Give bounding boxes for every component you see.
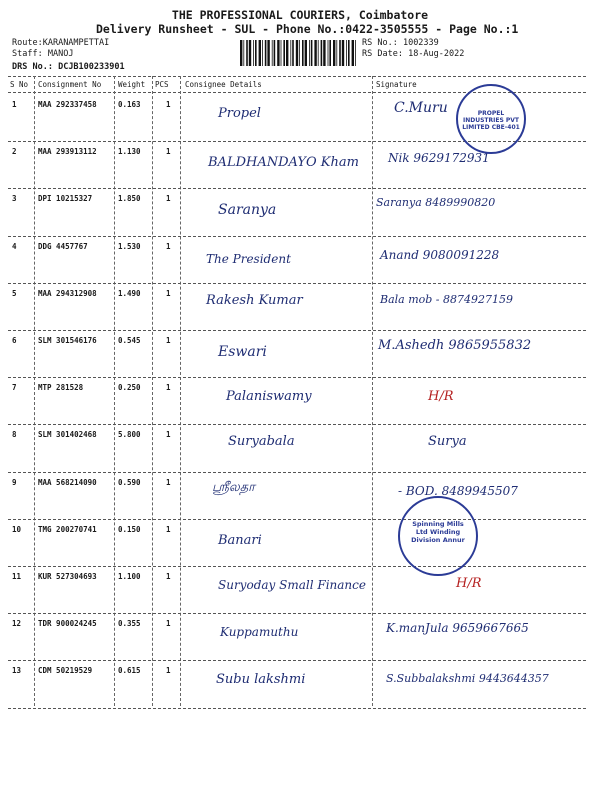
row-signature: Surya bbox=[428, 434, 467, 450]
table-row bbox=[8, 377, 586, 424]
table-row bbox=[8, 330, 586, 377]
row-sno: 9 bbox=[12, 477, 17, 487]
row-sno: 12 bbox=[12, 619, 22, 629]
row-consignee-handwritten: Rakesh Kumar bbox=[206, 292, 303, 308]
row-weight: 0.250 bbox=[118, 383, 141, 393]
barcode-bar bbox=[272, 40, 273, 66]
barcode-bar bbox=[323, 40, 325, 66]
col-header-details: Consignee Details bbox=[185, 80, 262, 89]
row-sno: 8 bbox=[12, 430, 17, 440]
row-signature: Nik 9629172931 bbox=[388, 151, 490, 166]
row-pcs: 1 bbox=[166, 524, 171, 534]
row-consignment: TDR 900024245 bbox=[38, 619, 97, 629]
barcode-bar bbox=[274, 40, 276, 66]
row-consignee-handwritten: Banari bbox=[218, 532, 262, 548]
row-consignment: KUR 527304693 bbox=[38, 572, 97, 581]
row-consignment: SLM 301546176 bbox=[38, 336, 97, 345]
row-signature: K.manJula 9659667665 bbox=[386, 621, 529, 636]
route-value: KARANAMPETTAI bbox=[42, 38, 110, 48]
row-consignee-handwritten: Suryabala bbox=[228, 434, 295, 450]
row-consignment: TMG 200270741 bbox=[38, 524, 97, 534]
row-sno: 13 bbox=[12, 666, 22, 676]
row-consignment: MAA 294312908 bbox=[38, 288, 97, 298]
company-title: THE PROFESSIONAL COURIERS, Coimbatore bbox=[171, 8, 429, 22]
barcode-bar bbox=[311, 40, 313, 66]
row-consignee-handwritten: The President bbox=[206, 251, 291, 266]
row-pcs: 1 bbox=[166, 430, 171, 440]
barcode-bar bbox=[286, 40, 288, 66]
barcode-bar bbox=[355, 40, 356, 66]
barcode-bar bbox=[336, 40, 337, 66]
row-pcs: 1 bbox=[166, 336, 171, 345]
barcode-bar bbox=[267, 40, 269, 66]
barcode-bar bbox=[352, 40, 354, 66]
row-signature: Saranya 8489990820 bbox=[376, 196, 496, 210]
barcode-bar bbox=[318, 40, 319, 66]
row-pcs: 1 bbox=[166, 288, 171, 298]
row-consignee-handwritten: Eswari bbox=[218, 344, 267, 360]
staff-line bbox=[12, 49, 73, 59]
col-header-signature: Signature bbox=[376, 80, 417, 89]
row-sno: 2 bbox=[12, 147, 17, 157]
barcode-bar bbox=[262, 40, 263, 66]
row-consignee-handwritten: ஸ்ரீலதா bbox=[212, 479, 255, 495]
barcode-bar bbox=[265, 40, 267, 66]
table-row bbox=[8, 660, 586, 707]
drs-line bbox=[12, 62, 125, 72]
barcode-bar bbox=[333, 40, 335, 66]
barcode bbox=[240, 40, 358, 66]
row-signature: Bala mob - 8874927159 bbox=[380, 292, 514, 306]
row-sno: 11 bbox=[12, 572, 22, 581]
row-consignee-handwritten: Saranya bbox=[218, 202, 277, 219]
row-weight: 0.590 bbox=[118, 477, 141, 487]
barcode-bar bbox=[329, 40, 331, 66]
row-pcs: 1 bbox=[166, 147, 171, 157]
row-weight: 1.490 bbox=[118, 288, 141, 298]
row-consignment: MAA 568214090 bbox=[38, 477, 97, 487]
company-stamp bbox=[456, 84, 526, 154]
barcode-bar bbox=[314, 40, 316, 66]
barcode-bar bbox=[246, 40, 248, 66]
table-row bbox=[8, 188, 586, 235]
barcode-bar bbox=[309, 40, 310, 66]
stamp-text: Spinning Mills Ltd Winding Division Annur bbox=[411, 520, 465, 544]
row-consignee-handwritten: Propel bbox=[218, 106, 261, 121]
table-row bbox=[8, 283, 586, 330]
table-row bbox=[8, 566, 586, 613]
row-weight: 1.850 bbox=[118, 194, 141, 204]
row-consignee-handwritten: BALDHANDAYO Kham bbox=[208, 155, 359, 171]
row-consignment: MAA 292337458 bbox=[38, 100, 97, 109]
barcode-bar bbox=[346, 40, 347, 66]
runsheet-subtitle: Delivery Runsheet - SUL - Phone No.:0422-3505555 - Page No.:1 bbox=[96, 22, 519, 36]
row-sno: 4 bbox=[12, 241, 17, 251]
barcode-bar bbox=[249, 40, 251, 66]
row-consignment: DPI 10215327 bbox=[38, 194, 93, 204]
barcode-bar bbox=[240, 40, 242, 66]
row-weight: 0.545 bbox=[118, 336, 141, 345]
barcode-bar bbox=[342, 40, 344, 66]
barcode-bar bbox=[290, 40, 291, 66]
row-signature: H/R bbox=[456, 576, 482, 591]
row-weight: 0.355 bbox=[118, 619, 141, 629]
row-sno: 3 bbox=[12, 194, 17, 204]
row-signature: M.Ashedh 9865955832 bbox=[378, 338, 532, 353]
row-sno: 5 bbox=[12, 288, 17, 298]
runsheet-table bbox=[8, 76, 586, 716]
row-pcs: 1 bbox=[166, 572, 171, 581]
row-pcs: 1 bbox=[166, 666, 171, 676]
barcode-bar bbox=[292, 40, 294, 66]
barcode-bar bbox=[302, 40, 304, 66]
row-pcs: 1 bbox=[166, 477, 171, 487]
row-consignee-handwritten: Suryoday Small Finance bbox=[218, 578, 366, 592]
row-pcs: 1 bbox=[166, 194, 171, 204]
row-rule bbox=[8, 708, 586, 709]
row-weight: 0.163 bbox=[118, 100, 141, 109]
row-weight: 1.130 bbox=[118, 147, 141, 157]
stamp-text: PROPEL INDUSTRIES PVT LIMITED CBE-401 bbox=[462, 110, 520, 131]
col-header-consignment: Consignment No bbox=[38, 80, 102, 89]
table-row bbox=[8, 236, 586, 283]
row-pcs: 1 bbox=[166, 619, 171, 629]
rs-date-value: 18-Aug-2022 bbox=[408, 49, 465, 59]
row-sno: 7 bbox=[12, 383, 17, 393]
row-signature: - BOD. 8489945507 bbox=[398, 483, 518, 498]
rs-date-line bbox=[362, 49, 464, 59]
barcode-bar bbox=[328, 40, 329, 66]
drs-label: DRS No.: bbox=[12, 62, 53, 72]
row-sno: 1 bbox=[12, 100, 17, 109]
row-signature: C.Muru bbox=[394, 100, 448, 116]
table-row bbox=[8, 472, 586, 519]
col-header-weight: Weight bbox=[118, 80, 146, 89]
barcode-bar bbox=[339, 40, 341, 66]
drs-value: DCJB100233901 bbox=[58, 62, 125, 72]
barcode-bar bbox=[283, 40, 285, 66]
rs-no-line bbox=[362, 38, 439, 48]
staff-label: Staff: bbox=[12, 49, 43, 59]
row-consignee-handwritten: Palaniswamy bbox=[226, 389, 312, 405]
barcode-bar bbox=[281, 40, 282, 66]
barcode-bar bbox=[277, 40, 279, 66]
row-weight: 5.800 bbox=[118, 430, 141, 440]
row-consignment: CDM 50219529 bbox=[38, 666, 93, 676]
row-weight: 0.615 bbox=[118, 666, 141, 676]
route-line bbox=[12, 38, 109, 48]
row-consignment: DDG 4457767 bbox=[38, 241, 88, 251]
row-consignee-handwritten: Subu lakshmi bbox=[216, 672, 306, 688]
table-row bbox=[8, 424, 586, 471]
row-sno: 10 bbox=[12, 524, 22, 534]
row-pcs: 1 bbox=[166, 100, 171, 109]
row-consignment: MTP 281528 bbox=[38, 383, 84, 393]
barcode-bar bbox=[348, 40, 350, 66]
row-signature: Anand 9080091228 bbox=[380, 247, 500, 262]
barcode-bar bbox=[243, 40, 244, 66]
row-sno: 6 bbox=[12, 336, 17, 345]
table-row bbox=[8, 613, 586, 660]
barcode-bar bbox=[321, 40, 323, 66]
staff-value: MANOJ bbox=[47, 49, 74, 59]
row-pcs: 1 bbox=[166, 383, 171, 393]
row-pcs: 1 bbox=[166, 241, 171, 251]
barcode-bar bbox=[296, 40, 298, 66]
rs-no-value: 1002339 bbox=[402, 38, 439, 48]
barcode-bar bbox=[259, 40, 261, 66]
rs-date-label: RS Date: bbox=[362, 49, 403, 59]
row-weight: 1.530 bbox=[118, 241, 141, 251]
route-label: Route: bbox=[12, 38, 43, 48]
rs-no-label: RS No.: bbox=[362, 38, 398, 48]
row-consignee-handwritten: Kuppamuthu bbox=[220, 625, 299, 640]
table-top-rule bbox=[8, 76, 586, 77]
row-signature: H/R bbox=[428, 389, 454, 405]
barcode-bar bbox=[299, 40, 300, 66]
row-signature: S.Subbalakshmi 9443644357 bbox=[386, 672, 549, 686]
mill-stamp bbox=[398, 496, 478, 576]
table-row bbox=[8, 519, 586, 566]
row-consignment: SLM 301402468 bbox=[38, 430, 97, 440]
barcode-bar bbox=[255, 40, 257, 66]
col-header-pcs: PCS bbox=[155, 80, 169, 89]
barcode-bar bbox=[253, 40, 254, 66]
barcode-bar bbox=[305, 40, 307, 66]
row-consignment: MAA 293913112 bbox=[38, 147, 97, 157]
row-weight: 1.100 bbox=[118, 572, 141, 581]
col-header-sno: S No bbox=[10, 80, 29, 89]
row-weight: 0.150 bbox=[118, 524, 141, 534]
